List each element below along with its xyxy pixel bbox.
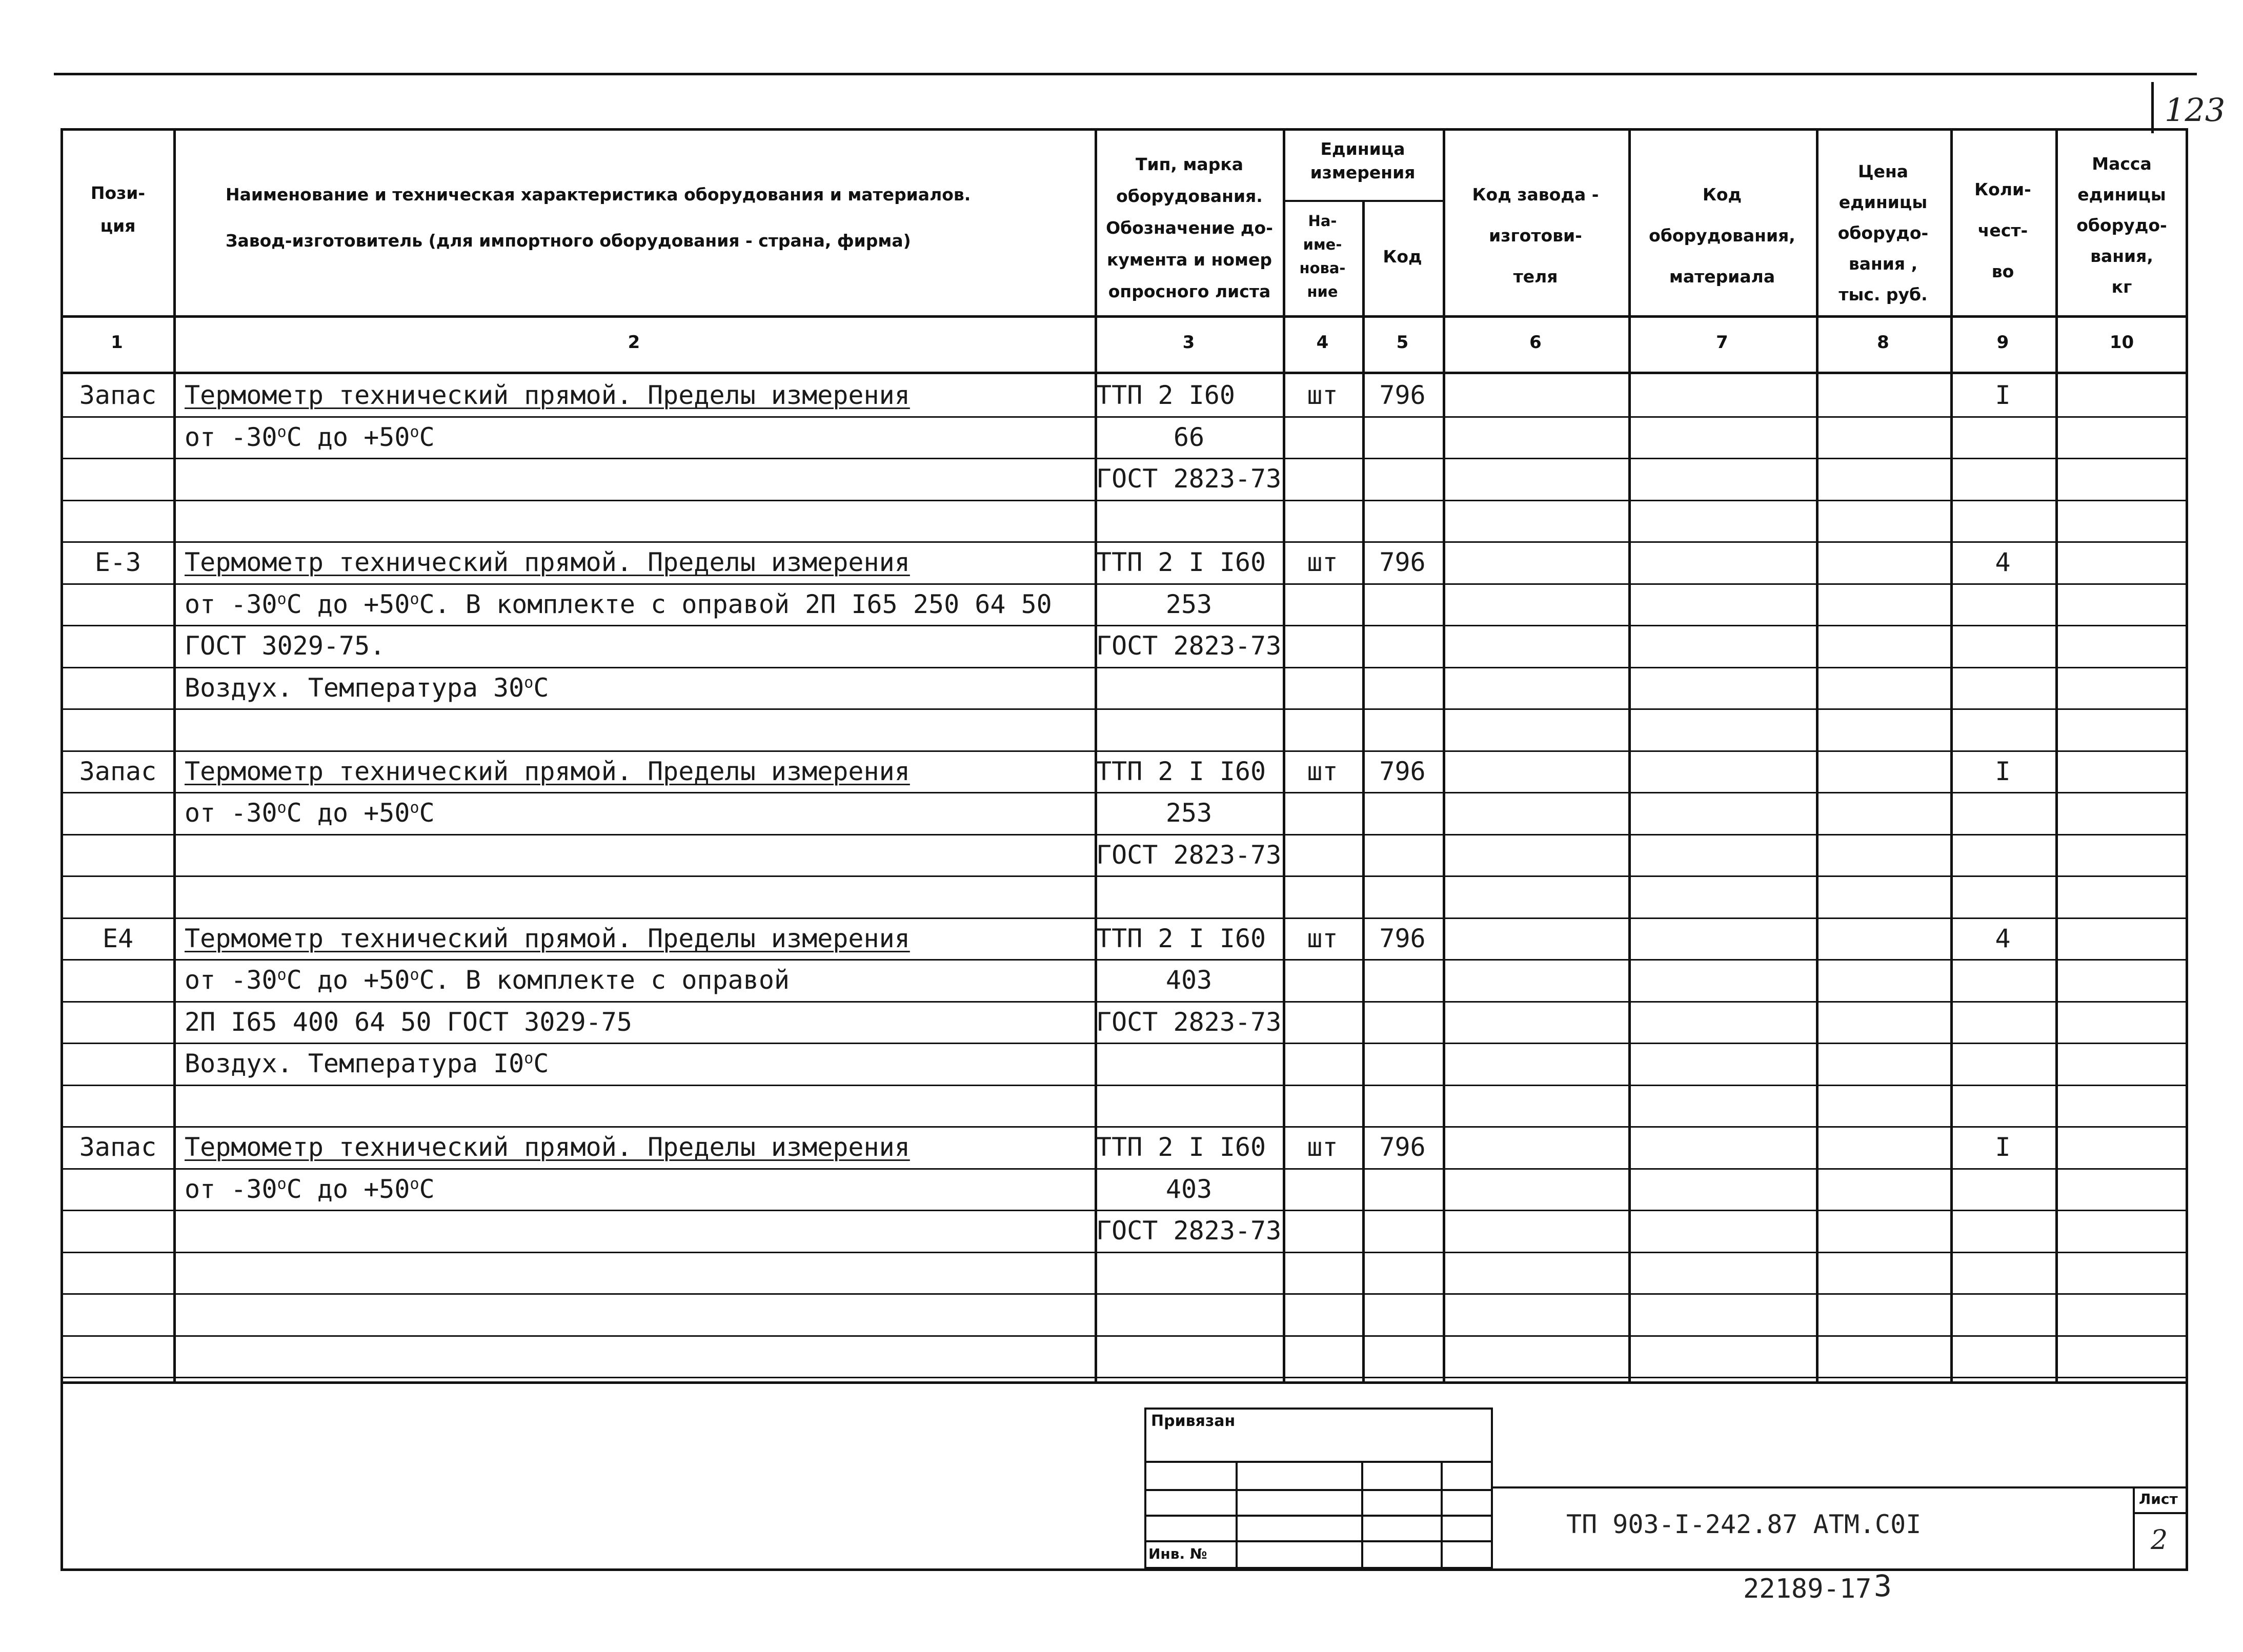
row-rule [60,541,2188,543]
cell-desc: от -30$^o$С до $+50^oС$. В комплекте с оправой 2П I65 250 64 50 [185,589,1052,619]
cell-desc: Воздух. Температура 30$^o$С [185,672,549,703]
cell-type: ТТП 2 I60 [1096,380,1235,410]
column-number: 7 [1716,332,1728,353]
cell-type: 253 [1165,589,1213,619]
cell-code: 796 [1379,923,1426,953]
row-rule [60,1168,2188,1170]
header-mass: Масса единицы оборудо- вания, кг [2076,154,2167,297]
row-rule [60,1293,2188,1295]
column-number: 1 [111,332,123,353]
cell-desc: ГОСТ 3029-75. [185,631,386,661]
stamp-sheet-rule [2133,1512,2188,1514]
cell-pos: Запас [79,380,157,410]
row-rule [60,1126,2188,1128]
header-description: Наименование и техническая характеристика оборудования и материалов. Завод-изготовитель (для импортного оборудования - страна, фирма) [226,185,971,251]
cell-type: 403 [1165,965,1213,995]
cell-qty: I [1995,380,2011,410]
cell-desc: Термометр технический прямой. Пределы измерения [185,547,910,577]
cell-type: ГОСТ 2823-73 [1096,1216,1282,1246]
row-rule [60,792,2188,793]
column-number: 3 [1182,332,1195,353]
row-rule [60,750,2188,752]
row-rule [60,1085,2188,1086]
header-unit-group: Единица измерения [1310,139,1416,182]
row-rule [60,875,2188,877]
cell-pos: Е-3 [94,547,142,577]
cell-qty: 4 [1995,547,2011,577]
cell-qty: I [1995,756,2011,786]
cell-unit: шт [1307,380,1338,410]
header-manufacturer-code: Код завода - изготови- теля [1472,185,1599,287]
stamp-inv-label: Инв. № [1148,1545,1207,1562]
row-rule [60,667,2188,668]
stamp-sheet-divider [2133,1486,2135,1568]
cell-code: 796 [1379,547,1426,577]
column-number: 5 [1396,332,1409,353]
cell-type: 253 [1165,798,1213,828]
header-type: Тип, марка оборудования. Обозначение до- кумента и номер опросного листа [1106,154,1273,301]
cell-desc: от -30$^o$С до $+50^oС$. В комплекте с оправой [185,965,790,995]
column-number: 4 [1316,332,1329,353]
document-code: ТП 903-I-242.87 АТМ.С0I [1566,1510,1922,1539]
cell-qty: 4 [1995,923,2011,953]
row-rule [60,583,2188,585]
row-rule [60,1001,2188,1003]
column-number: 10 [2109,332,2134,353]
cell-desc: от -30$^o$С до $+50^oС$ [185,798,435,828]
cell-desc: 2П I65 400 64 50 ГОСТ 3029-75 [185,1007,632,1037]
header-quantity: Коли- чест- во [1974,179,2031,281]
row-rule [60,500,2188,501]
row-rule [60,959,2188,961]
row-rule [60,458,2188,459]
column-number: 8 [1877,332,1889,353]
page-number: 123 [2165,91,2226,129]
cell-type: ГОСТ 2823-73 [1096,464,1282,494]
row-rule [60,1210,2188,1211]
table-bottom-rule [60,1381,2188,1384]
cell-desc: Термометр технический прямой. Пределы измерения [185,923,910,953]
row-rule [60,1252,2188,1253]
row-rule [60,1377,2188,1378]
stamp-col-3 [1441,1461,1443,1569]
cell-code: 796 [1379,756,1426,786]
header-position: Пози- ция [90,183,146,236]
column-number: 2 [628,332,640,353]
row-rule [60,625,2188,626]
cell-code: 796 [1379,1132,1426,1162]
archive-page-index: 3 [1874,1568,1892,1603]
stamp-title-rule [1493,1486,2188,1488]
cell-type: 403 [1165,1174,1213,1204]
cell-type: ТТП 2 I I60 [1096,923,1266,953]
cell-type: ТТП 2 I I60 [1096,547,1266,577]
cell-code: 796 [1379,380,1426,410]
cell-type: ТТП 2 I I60 [1096,1132,1266,1162]
stamp-col-2 [1361,1461,1363,1569]
row-rule [60,917,2188,919]
cell-desc: от -30$^o$С до $+50^oС$ [185,1174,435,1204]
cell-pos: Е4 [102,923,134,953]
header-price: Цена единицы оборудо- вания , тыс. руб. [1837,161,1929,304]
cell-unit: шт [1307,756,1338,786]
cell-type: ТТП 2 I I60 [1096,756,1266,786]
header-unit-code: Код [1383,247,1422,267]
header-equipment-code: Код оборудования, материала [1649,185,1795,287]
cell-unit: шт [1307,923,1338,953]
cell-qty: I [1995,1132,2011,1162]
column-number: 9 [1996,332,2009,353]
stamp-col-1 [1236,1461,1238,1569]
cell-pos: Запас [79,756,157,786]
header-unit-name: На- име- нова- ние [1299,212,1346,300]
header-bottom-rule [60,315,2188,318]
row-rule [60,1335,2188,1337]
cell-pos: Запас [79,1132,157,1162]
cell-desc: Воздух. Температура I0$^o$С [185,1049,549,1078]
unit-group-rule [1283,200,1443,202]
column-number: 6 [1529,332,1542,353]
sheet-label: Лист [2139,1491,2178,1507]
row-rule [60,416,2188,418]
cell-type: ГОСТ 2823-73 [1096,1007,1282,1037]
top-rule [54,73,2197,75]
cell-desc: Термометр технический прямой. Пределы измерения [185,380,910,410]
column-number-rule [60,372,2188,374]
cell-unit: шт [1307,547,1338,577]
cell-desc: от -30$^o$С до $+50^oС$ [185,422,435,452]
cell-type: ГОСТ 2823-73 [1096,631,1282,661]
cell-type: ГОСТ 2823-73 [1096,840,1282,870]
cell-type: 66 [1173,422,1205,452]
page-number-divider [2151,82,2154,133]
cell-unit: шт [1307,1132,1338,1162]
stamp-privyazan-label: Привязан [1151,1412,1236,1430]
row-rule [60,1043,2188,1044]
row-rule [60,708,2188,710]
sheet-number: 2 [2151,1525,2168,1556]
cell-desc: Термометр технический прямой. Пределы измерения [185,756,910,786]
cell-desc: Термометр технический прямой. Пределы измерения [185,1132,910,1162]
row-rule [60,834,2188,835]
archive-number: 22189-17 [1743,1574,1872,1604]
